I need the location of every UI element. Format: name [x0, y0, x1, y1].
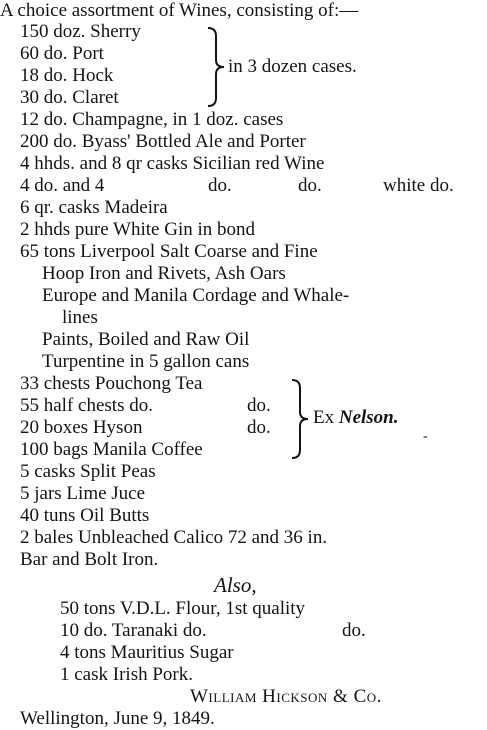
list-item: 40 tuns Oil Butts	[20, 505, 150, 526]
signature: William Hickson & Co.	[190, 686, 382, 707]
list-item: Bar and Bolt Iron.	[20, 549, 159, 570]
list-item: 5 jars Lime Juce	[20, 483, 146, 504]
wine-item: 60 do. Port	[20, 43, 104, 64]
tea-item: 100 bags Manila Coffee	[20, 439, 203, 460]
ditto-mark: do.	[247, 417, 271, 438]
list-item: Hoop Iron and Rivets, Ash Oars	[42, 263, 286, 284]
also-item: 50 tons V.D.L. Flour, 1st quality	[60, 598, 306, 619]
ship-label	[313, 407, 399, 429]
ex-label: Ex	[313, 407, 335, 428]
wine-group-note: in 3 dozen cases.	[228, 56, 357, 77]
wine-item: 30 do. Claret	[20, 87, 119, 108]
list-item: 200 do. Byass' Bottled Ale and Porter	[20, 131, 306, 152]
list-item: 12 do. Champagne, in 1 doz. cases	[20, 109, 284, 130]
list-item: 65 tons Liverpool Salt Coarse and Fine	[20, 241, 318, 262]
ship-name: Nelson.	[338, 407, 399, 428]
brace-icon	[206, 26, 226, 108]
wine-item: 18 do. Hock	[20, 65, 114, 86]
also-heading: Also,	[214, 573, 257, 597]
tea-item: 20 boxes Hyson	[20, 417, 143, 438]
ditto-mark: do.	[208, 175, 232, 196]
brace-icon	[290, 378, 310, 460]
list-item: 2 hhds pure White Gin in bond	[20, 219, 256, 240]
place-date: Wellington, June 9, 1849.	[20, 708, 215, 729]
list-item: 5 casks Split Peas	[20, 461, 156, 482]
list-item: lines	[62, 307, 98, 328]
wine-item: 150 doz. Sherry	[20, 21, 141, 42]
list-item: 2 bales Unbleached Calico 72 and 36 in.	[20, 527, 328, 548]
also-item: 10 do. Taranaki do.	[60, 620, 207, 641]
tea-item: 55 half chests do.	[20, 395, 153, 416]
list-item-tail: white do.	[383, 175, 454, 196]
dash-mark: -	[423, 429, 428, 444]
list-item: 4 hhds. and 8 qr casks Sicilian red Wine	[20, 153, 325, 174]
also-item: 1 cask Irish Pork.	[60, 664, 193, 685]
list-item: Turpentine in 5 gallon cans	[42, 351, 250, 372]
intro-line: A choice assortment of Wines, consisting of:—	[0, 0, 359, 21]
ditto-mark: do.	[298, 175, 322, 196]
list-item: 6 qr. casks Madeira	[20, 197, 168, 218]
list-item: 4 do. and 4	[20, 175, 105, 196]
ditto-mark: do.	[342, 620, 366, 641]
also-item: 4 tons Mauritius Sugar	[60, 642, 234, 663]
tea-item: 33 chests Pouchong Tea	[20, 373, 203, 394]
list-item: Paints, Boiled and Raw Oil	[42, 329, 250, 350]
list-item: Europe and Manila Cordage and Whale-	[42, 285, 350, 306]
ditto-mark: do.	[247, 395, 271, 416]
